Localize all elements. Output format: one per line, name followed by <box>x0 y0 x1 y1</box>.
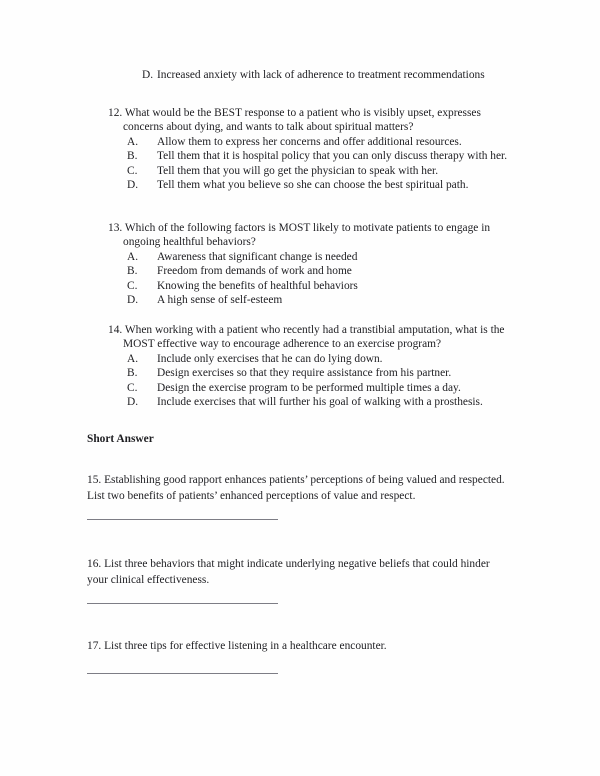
question-12-option-d[interactable] <box>108 178 508 192</box>
option-text: Allow them to express her concerns and offer additional resources. <box>157 135 462 148</box>
question-14-option-a[interactable] <box>108 352 508 366</box>
short-answer-heading: Short Answer <box>87 433 154 445</box>
question-13-option-d[interactable] <box>108 293 508 307</box>
option-text: Knowing the benefits of healthful behaviors <box>157 279 358 292</box>
option-text: Tell them what you believe so she can choose the best spiritual path. <box>157 179 469 192</box>
question-13-prompt <box>108 221 508 250</box>
option-letter: C. <box>127 381 138 394</box>
carryover-option-d <box>142 68 512 82</box>
question-13-option-a[interactable] <box>108 250 508 264</box>
question-14 <box>108 323 508 409</box>
option-letter: A. <box>127 352 139 365</box>
option-text: Design the exercise program to be performed multiple times a day. <box>157 381 461 394</box>
short-answer-question-17: 17. List three tips for effective listening in a healthcare encounter. <box>87 640 387 652</box>
option-letter: D. <box>142 69 154 81</box>
question-12-text: What would be the BEST response to a patient who is visibly upset, expresses concerns about dying, and wants to talk about spiritual matters? <box>123 107 481 134</box>
question-14-option-b[interactable] <box>108 366 508 380</box>
option-text: Freedom from demands of work and home <box>157 265 352 278</box>
option-text: Tell them that it is hospital policy that you can only discuss therapy with her. <box>157 150 508 163</box>
option-text: Include only exercises that he can do lying down. <box>157 352 383 365</box>
option-text: Include exercises that will further his goal of walking with a prosthesis. <box>157 396 483 409</box>
question-13-text: Which of the following factors is MOST likely to motivate patients to engage in ongoing healthful behaviors? <box>123 222 491 249</box>
option-letter: C. <box>127 164 138 177</box>
answer-line-17[interactable] <box>87 673 278 674</box>
option-text: Design exercises so that they require assistance from his partner. <box>157 367 452 380</box>
question-13-number: 13. <box>108 222 123 234</box>
question-12-prompt <box>108 106 508 135</box>
question-12-option-a[interactable] <box>108 135 508 149</box>
answer-line-16[interactable] <box>87 603 278 604</box>
question-12-option-c[interactable] <box>108 164 508 178</box>
option-text: Tell them that you will go get the physician to speak with her. <box>157 164 439 177</box>
option-letter: D. <box>127 396 139 409</box>
question-12 <box>108 106 508 192</box>
question-14-text: When working with a patient who recently had a transtibial amputation, what is the MOST effective way to encourage adherence to an exercise program? <box>123 324 505 351</box>
question-12-option-b[interactable] <box>108 149 508 163</box>
question-14-options <box>108 352 508 410</box>
question-13-option-b[interactable] <box>108 264 508 278</box>
question-14-prompt <box>108 323 508 352</box>
question-14-option-c[interactable] <box>108 381 508 395</box>
answer-line-15[interactable] <box>87 519 278 520</box>
short-answer-question-16: 16. List three behaviors that might indicate underlying negative beliefs that could hinder your clinical effectiveness. <box>87 558 490 586</box>
question-13-option-c[interactable] <box>108 279 508 293</box>
option-letter: D. <box>127 179 139 192</box>
question-12-options <box>108 135 508 193</box>
option-letter: B. <box>127 150 138 163</box>
option-letter: C. <box>127 279 138 292</box>
question-12-number: 12. <box>108 107 123 119</box>
option-text: A high sense of self-esteem <box>157 294 283 307</box>
option-text: Awareness that significant change is needed <box>157 250 358 263</box>
question-14-option-d[interactable] <box>108 395 508 409</box>
option-letter: B. <box>127 367 138 380</box>
question-13 <box>108 221 508 307</box>
option-letter: A. <box>127 135 139 148</box>
option-letter: A. <box>127 250 139 263</box>
short-answer-question-15: 15. Establishing good rapport enhances patients’ perceptions of being valued and respected. List two benefits of patients’ enhanced perceptions of value and respect. <box>87 474 505 502</box>
option-letter: B. <box>127 265 138 278</box>
option-text: Increased anxiety with lack of adherence to treatment recommendations <box>157 69 485 81</box>
question-14-number: 14. <box>108 324 123 336</box>
option-letter: D. <box>127 294 139 307</box>
question-13-options <box>108 250 508 308</box>
